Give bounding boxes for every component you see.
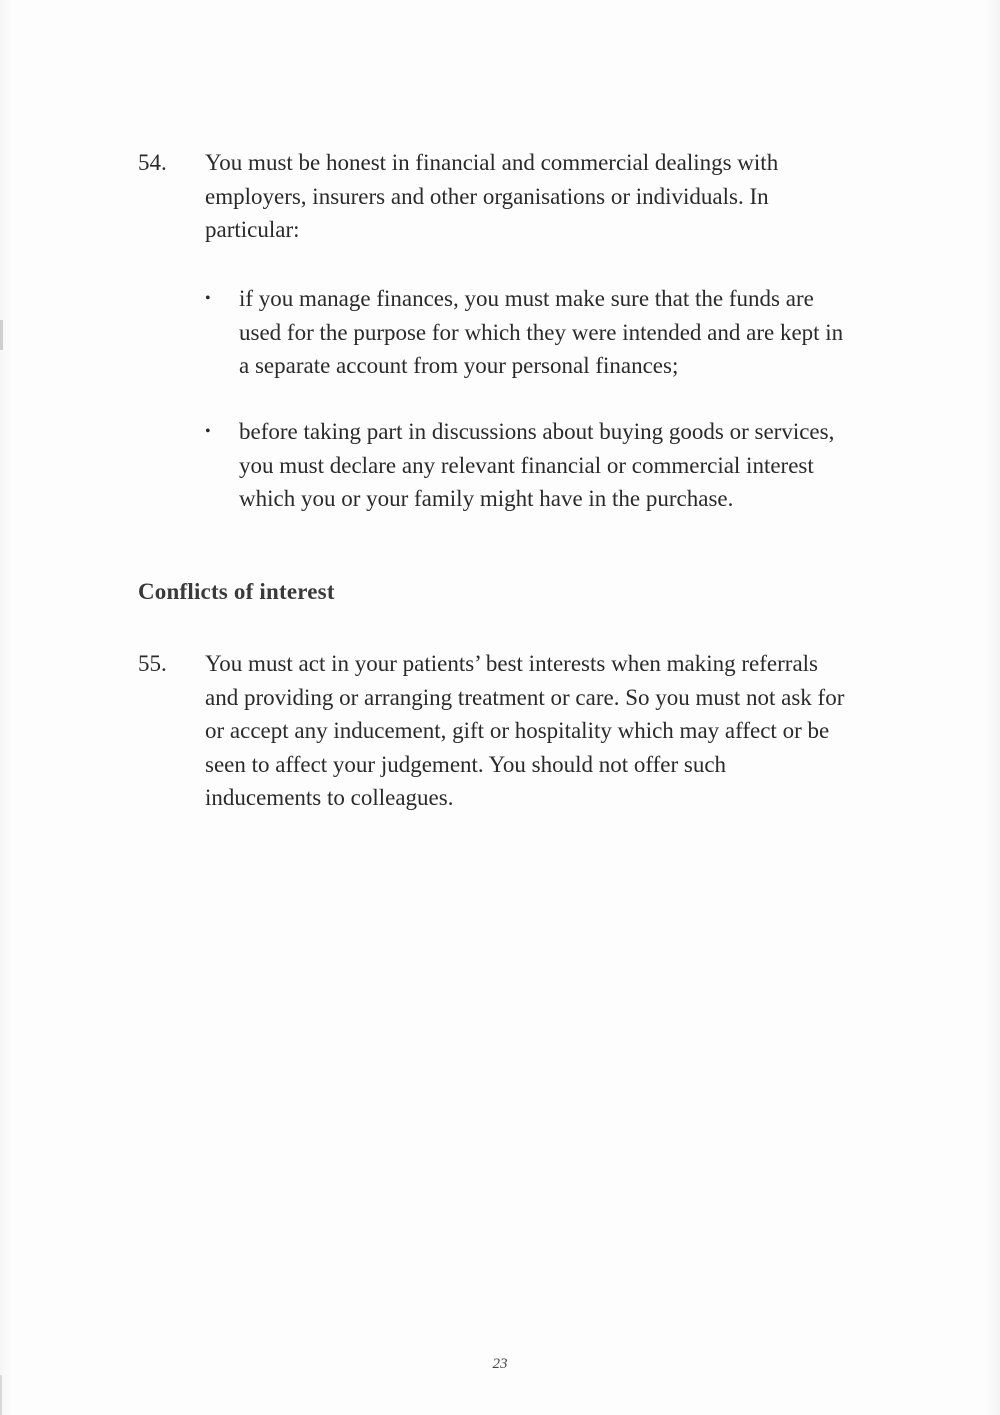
section-heading: Conflicts of interest [138,579,335,604]
bullet-item [205,415,855,516]
bullet-icon: • [205,290,211,307]
paragraph-55 [138,647,878,815]
paragraph-55-text: You must act in your patients’ best interests when making referrals and providing or arranging treatment or care. So you must not ask for or accept any inducement, gift or hospitality which may affect or be seen to affect your judgement. You should not offer such inducements to colleagues. [205,651,845,810]
paragraph-55-number: 55. [138,651,167,676]
bullet-item-text: before taking part in discussions about buying goods or services, you must declare any relevant financial or commercial interest which you or your family might have in the purchase. [239,419,835,511]
binding-edge-mark [0,320,3,350]
bullet-item-text: if you manage finances, you must make sure that the funds are used for the purpose for which they were intended and are kept in a separate account from your personal finances; [239,286,844,378]
binding-edge-mark-bottom [0,1375,2,1415]
paragraph-54-intro: You must be honest in financial and commercial dealings with employers, insurers and other organisations or individuals. In particular: [205,150,779,242]
page-number: 23 [492,1356,508,1372]
bullet-icon: • [205,423,211,440]
bullet-item [205,282,855,383]
paragraph-54-number: 54. [138,150,167,175]
paragraph-54 [138,146,878,511]
